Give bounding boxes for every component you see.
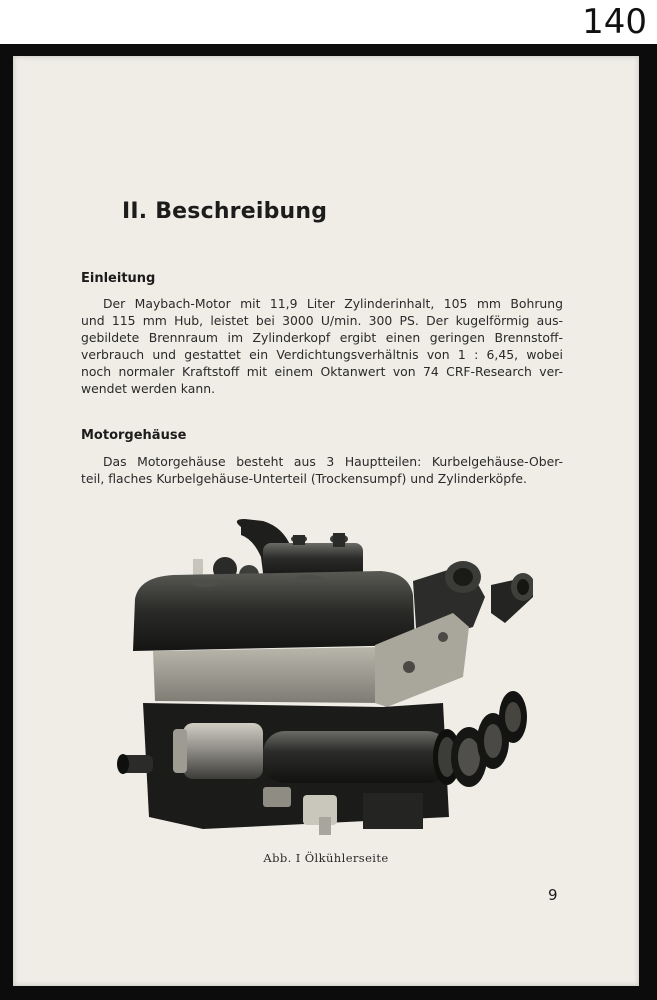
text-line: und 115 mm Hub, leistet bei 3000 U/min. 300 PS. Der kugelförmig aus- <box>81 313 563 328</box>
text-line: teil, flaches Kurbelgehäuse-Unterteil (Trockensumpf) und Zylinderköpfe. <box>81 471 527 486</box>
figure-caption: Abb. I Ölkühlerseite <box>263 851 389 865</box>
text-line: noch normaler Kraftstoff mit einem Oktanwert von 74 CRF-Research ver- <box>81 364 563 379</box>
scan-page-number: 140 <box>582 2 647 42</box>
paragraph-einleitung <box>81 295 563 397</box>
section-heading-einleitung: Einleitung <box>81 271 156 286</box>
paragraph-motorgehaeuse <box>81 453 563 487</box>
engine-photograph <box>113 517 533 837</box>
section-heading-motorgehaeuse: Motorgehäuse <box>81 428 187 443</box>
document-page <box>13 56 639 986</box>
text-line: Das Motorgehäuse besteht aus 3 Hauptteilen: Kurbelgehäuse-Ober- <box>103 454 563 469</box>
text-line: verbrauch und gestattet ein Verdichtungsverhältnis von 1 : 6,45, wobei <box>81 347 563 362</box>
page-number: 9 <box>548 886 558 904</box>
text-line: gebildete Brennraum im Zylinderkopf ergibt einen geringen Brennstoff- <box>81 330 563 345</box>
text-line: wendet werden kann. <box>81 381 216 396</box>
chapter-title: II. Beschreibung <box>122 199 328 224</box>
text-line: Der Maybach-Motor mit 11,9 Liter Zylinderinhalt, 105 mm Bohrung <box>103 296 563 311</box>
